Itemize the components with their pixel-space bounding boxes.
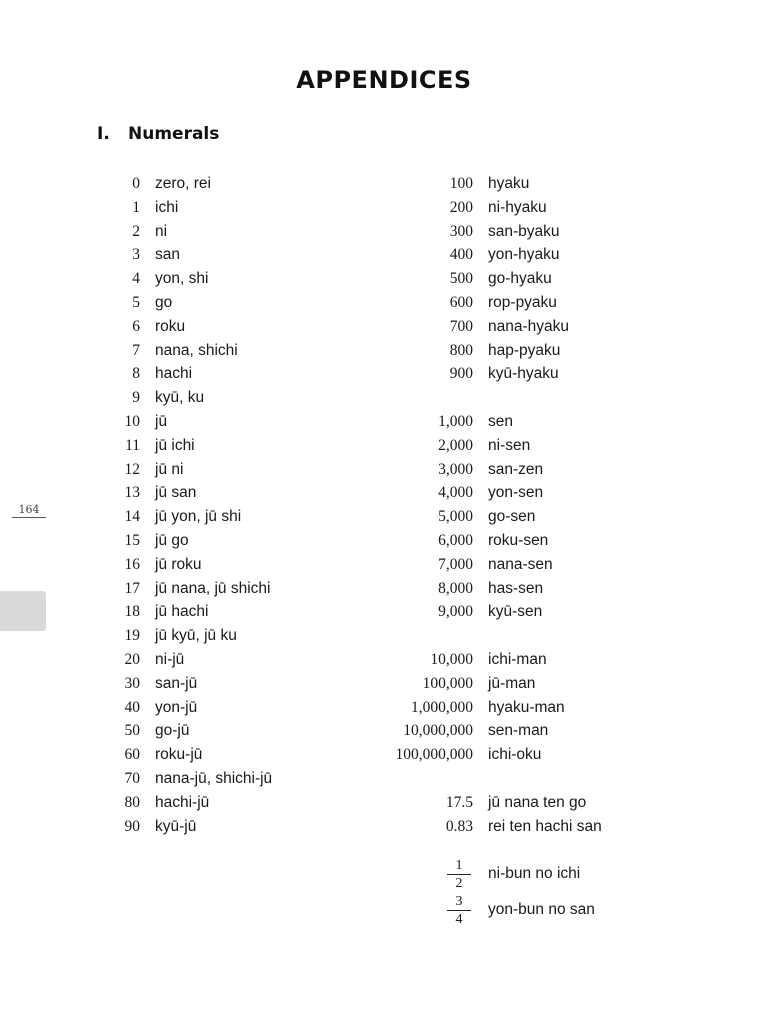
numeral-row bbox=[100, 529, 272, 553]
numeral-row bbox=[350, 815, 602, 839]
numeral-reading: yon-jū bbox=[155, 698, 198, 716]
numeral-reading: jū bbox=[155, 412, 168, 430]
numeral-value: 600 bbox=[449, 293, 473, 311]
spacer-row bbox=[350, 386, 602, 410]
numeral-row bbox=[350, 577, 602, 601]
numeral-row bbox=[100, 553, 272, 577]
numeral-reading: ichi-man bbox=[488, 650, 547, 668]
numeral-row bbox=[100, 481, 272, 505]
numeral-reading: roku bbox=[155, 317, 186, 335]
numeral-value: 2,000 bbox=[438, 436, 473, 454]
numeral-reading: rop-pyaku bbox=[488, 293, 557, 311]
numerals-right-column bbox=[350, 172, 602, 838]
page-number: 164 bbox=[12, 503, 46, 518]
numeral-reading: jū san bbox=[155, 484, 197, 502]
numeral-row bbox=[350, 172, 602, 196]
numeral-value: 9,000 bbox=[438, 603, 473, 621]
numeral-row bbox=[350, 362, 602, 386]
numeral-reading: hyaku bbox=[488, 175, 530, 192]
numeral-reading: hap-pyaku bbox=[488, 341, 561, 359]
numeral-value: 3,000 bbox=[438, 460, 473, 478]
numeral-reading: kyū-jū bbox=[155, 817, 197, 835]
numeral-value: 16 bbox=[124, 555, 140, 573]
fraction-word: yon-bun no san bbox=[488, 901, 595, 918]
numeral-row bbox=[350, 648, 602, 672]
numeral-value: 70 bbox=[124, 769, 140, 787]
numeral-value: 14 bbox=[124, 508, 140, 526]
numeral-value: 10 bbox=[124, 412, 140, 430]
numeral-row bbox=[350, 529, 602, 553]
fraction-numerator: 3 bbox=[447, 894, 471, 911]
numeral-reading: san-jū bbox=[155, 674, 198, 692]
numeral-row bbox=[100, 743, 272, 767]
numeral-reading: hachi bbox=[155, 365, 193, 383]
numeral-row bbox=[100, 648, 272, 672]
numeral-reading: ni-jū bbox=[155, 650, 185, 668]
numeral-row bbox=[350, 481, 602, 505]
numeral-row bbox=[100, 362, 272, 386]
numeral-value: 30 bbox=[124, 674, 140, 692]
numeral-row bbox=[350, 339, 602, 363]
numeral-reading: jū nana ten go bbox=[488, 793, 587, 811]
numeral-reading: roku-jū bbox=[155, 746, 203, 764]
numeral-row bbox=[350, 743, 602, 767]
numeral-value: 8,000 bbox=[438, 579, 473, 597]
numeral-value: 13 bbox=[124, 484, 140, 502]
fraction-denominator: 2 bbox=[455, 876, 463, 891]
numeral-reading: roku-sen bbox=[488, 531, 549, 549]
numeral-value: 60 bbox=[124, 746, 140, 764]
numeral-reading: go-sen bbox=[488, 508, 536, 526]
numeral-reading: jū kyū, jū ku bbox=[155, 627, 237, 645]
numeral-reading: yon, shi bbox=[155, 270, 209, 288]
numeral-row bbox=[100, 577, 272, 601]
numeral-row bbox=[350, 553, 602, 577]
numeral-row bbox=[350, 600, 602, 624]
numeral-row bbox=[100, 815, 272, 839]
numeral-row bbox=[350, 505, 602, 529]
numeral-reading: zero, rei bbox=[155, 175, 211, 192]
numeral-value: 1,000,000 bbox=[411, 698, 473, 716]
numeral-reading: yon-sen bbox=[488, 484, 544, 502]
numeral-row bbox=[100, 386, 272, 410]
numeral-value: 100,000,000 bbox=[395, 746, 473, 764]
numeral-reading: nana-hyaku bbox=[488, 317, 570, 335]
numeral-value: 1,000 bbox=[438, 412, 473, 430]
numeral-row bbox=[100, 315, 272, 339]
numeral-value: 90 bbox=[124, 817, 140, 835]
section-label: Numerals bbox=[128, 124, 220, 144]
numeral-reading: nana, shichi bbox=[155, 341, 238, 359]
numeral-reading: kyū-hyaku bbox=[488, 365, 559, 383]
numeral-value: 800 bbox=[449, 341, 473, 359]
numeral-reading: san-zen bbox=[488, 460, 544, 478]
numeral-reading: jū roku bbox=[155, 555, 202, 573]
fraction bbox=[447, 894, 471, 927]
numeral-value: 40 bbox=[124, 698, 140, 716]
numeral-row bbox=[100, 410, 272, 434]
numeral-reading: hyaku-man bbox=[488, 698, 565, 716]
numeral-value: 900 bbox=[449, 365, 473, 383]
numeral-reading: kyū, ku bbox=[155, 389, 205, 407]
numeral-row bbox=[100, 172, 272, 196]
numeral-row bbox=[350, 672, 602, 696]
numeral-row bbox=[100, 600, 272, 624]
numeral-row bbox=[350, 696, 602, 720]
numeral-row bbox=[100, 220, 272, 244]
numeral-row bbox=[350, 196, 602, 220]
spacer-row bbox=[350, 624, 602, 648]
numeral-reading: jū go bbox=[155, 531, 189, 549]
section-heading bbox=[97, 124, 219, 144]
numeral-value: 15 bbox=[124, 531, 140, 549]
numeral-value: 4 bbox=[132, 270, 140, 288]
numeral-value: 18 bbox=[124, 603, 140, 621]
numeral-reading: jū hachi bbox=[155, 603, 209, 621]
numeral-value: 100,000 bbox=[422, 674, 473, 692]
numeral-row bbox=[350, 719, 602, 743]
numeral-row bbox=[100, 196, 272, 220]
numeral-value: 500 bbox=[449, 270, 473, 288]
fraction-word: ni-bun no ichi bbox=[488, 865, 581, 882]
numeral-value: 5 bbox=[132, 293, 140, 311]
numeral-reading: kyū-sen bbox=[488, 603, 543, 621]
numeral-reading: jū nana, jū shichi bbox=[155, 579, 271, 597]
numeral-row bbox=[100, 243, 272, 267]
fraction-numerator: 1 bbox=[447, 858, 471, 875]
fraction bbox=[447, 858, 471, 891]
numeral-value: 11 bbox=[125, 436, 140, 454]
numeral-reading: go-hyaku bbox=[488, 270, 552, 288]
numeral-value: 100 bbox=[449, 175, 473, 192]
numeral-reading: jū yon, jū shi bbox=[155, 508, 242, 526]
numeral-reading: san bbox=[155, 246, 180, 264]
numeral-value: 7 bbox=[132, 341, 140, 359]
numeral-row bbox=[350, 243, 602, 267]
fraction-denominator: 4 bbox=[455, 912, 463, 927]
numeral-row bbox=[100, 767, 272, 791]
numeral-row bbox=[100, 267, 272, 291]
numeral-reading: nana-sen bbox=[488, 555, 553, 573]
numeral-row bbox=[350, 220, 602, 244]
numeral-row bbox=[100, 719, 272, 743]
numeral-reading: sen-man bbox=[488, 722, 549, 740]
numeral-value: 9 bbox=[132, 389, 140, 407]
numeral-row bbox=[350, 267, 602, 291]
numeral-value: 0 bbox=[132, 175, 140, 192]
numeral-reading: sen bbox=[488, 412, 513, 430]
numeral-value: 12 bbox=[124, 460, 140, 478]
numeral-row bbox=[100, 434, 272, 458]
numeral-value: 17 bbox=[124, 579, 140, 597]
numeral-row bbox=[350, 410, 602, 434]
numeral-row bbox=[350, 315, 602, 339]
numeral-row bbox=[100, 624, 272, 648]
numeral-reading: jū ni bbox=[155, 460, 184, 478]
numeral-row bbox=[100, 339, 272, 363]
numeral-value: 10,000,000 bbox=[403, 722, 473, 740]
numeral-value: 4,000 bbox=[438, 484, 473, 502]
numeral-value: 300 bbox=[449, 222, 473, 240]
numeral-row bbox=[350, 791, 602, 815]
numeral-value: 17.5 bbox=[445, 793, 473, 811]
numeral-value: 400 bbox=[449, 246, 473, 264]
numeral-reading: hachi-jū bbox=[155, 793, 210, 811]
side-tab bbox=[0, 591, 46, 631]
section-number: I. bbox=[97, 124, 110, 144]
numeral-value: 5,000 bbox=[438, 508, 473, 526]
numeral-reading: go bbox=[155, 293, 173, 311]
page-title: APPENDICES bbox=[296, 66, 472, 94]
numeral-value: 200 bbox=[449, 198, 473, 216]
numeral-reading: jū ichi bbox=[155, 436, 195, 454]
numeral-row bbox=[100, 458, 272, 482]
numeral-reading: jū-man bbox=[488, 674, 536, 692]
numeral-value: 2 bbox=[132, 222, 140, 240]
numeral-value: 7,000 bbox=[438, 555, 473, 573]
numeral-reading: ni-hyaku bbox=[488, 198, 547, 216]
numerals-left-column bbox=[100, 172, 272, 838]
numeral-value: 10,000 bbox=[430, 650, 473, 668]
numeral-value: 700 bbox=[449, 317, 473, 335]
numeral-reading: yon-hyaku bbox=[488, 246, 560, 264]
numeral-reading: ni bbox=[155, 222, 168, 240]
numeral-reading: go-jū bbox=[155, 722, 190, 740]
numeral-reading: rei ten hachi san bbox=[488, 817, 602, 835]
numeral-value: 1 bbox=[132, 198, 140, 216]
numeral-value: 8 bbox=[132, 365, 140, 383]
numeral-reading: ni-sen bbox=[488, 436, 531, 454]
numeral-row bbox=[100, 696, 272, 720]
numeral-reading: ichi-oku bbox=[488, 746, 542, 764]
numeral-row bbox=[100, 672, 272, 696]
numeral-value: 6 bbox=[132, 317, 140, 335]
numeral-value: 80 bbox=[124, 793, 140, 811]
numeral-reading: san-byaku bbox=[488, 222, 560, 240]
numeral-row bbox=[100, 291, 272, 315]
numeral-value: 19 bbox=[124, 627, 140, 645]
numeral-reading: nana-jū, shichi-jū bbox=[155, 769, 273, 787]
numeral-reading: has-sen bbox=[488, 579, 544, 597]
numeral-row bbox=[350, 434, 602, 458]
numeral-row bbox=[100, 505, 272, 529]
numeral-row bbox=[350, 458, 602, 482]
spacer-row bbox=[350, 767, 602, 791]
numeral-value: 20 bbox=[124, 650, 140, 668]
numeral-value: 6,000 bbox=[438, 531, 473, 549]
numeral-value: 50 bbox=[124, 722, 140, 740]
numeral-reading: ichi bbox=[155, 198, 179, 216]
numeral-row bbox=[100, 791, 272, 815]
numeral-value: 3 bbox=[132, 246, 140, 264]
numeral-row bbox=[350, 291, 602, 315]
numeral-value: 0.83 bbox=[445, 817, 473, 835]
